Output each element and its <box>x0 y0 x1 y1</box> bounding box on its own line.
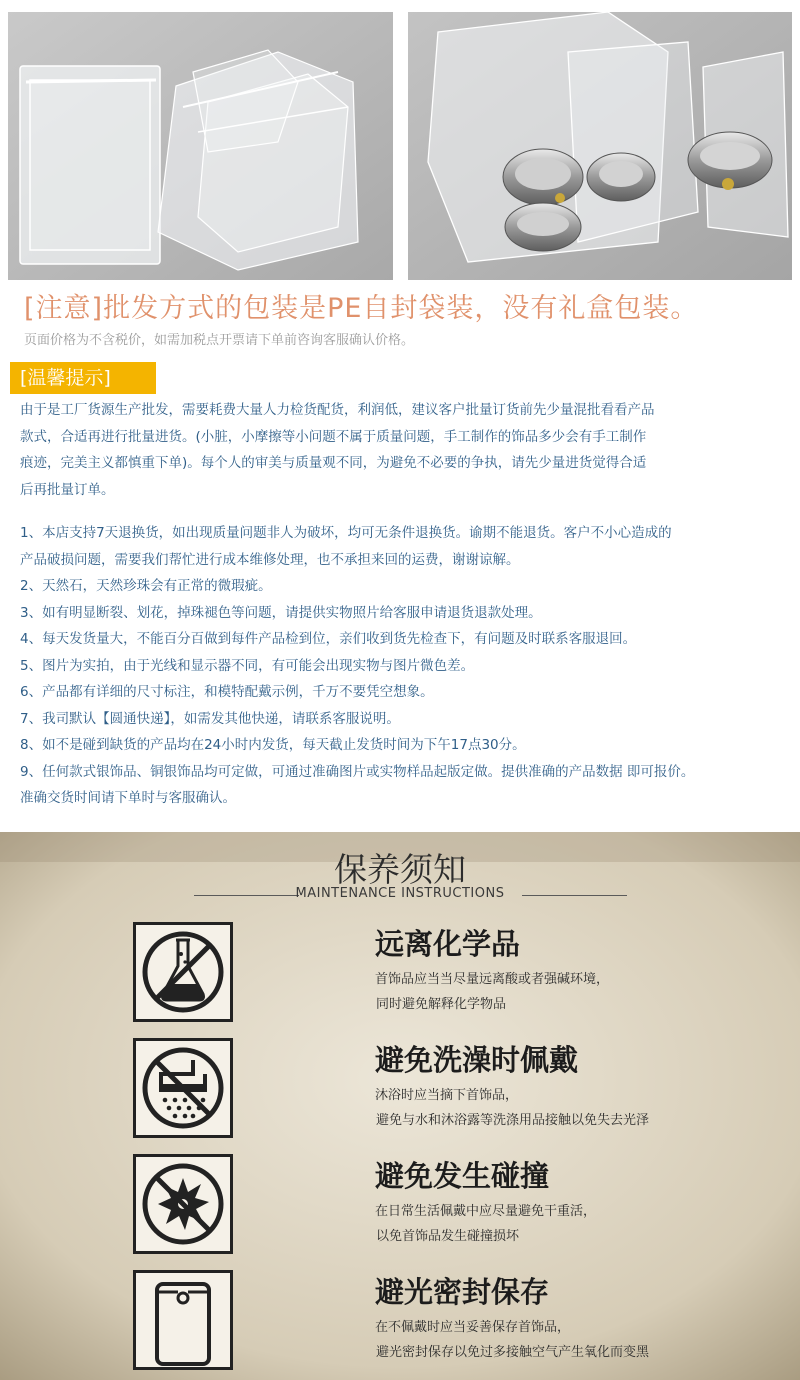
zip-bags-photo <box>8 12 393 280</box>
rule-line: 3、如有明显断裂、划花，掉珠褪色等问题，请提供实物照片给客服申请退货退款处理。 <box>20 604 542 621</box>
rule-line: 9、任何款式银饰品、铜银饰品均可定做，可通过准确图片或实物样品起版定做。提供准确的产品数据 即可报价。 <box>20 763 695 780</box>
no-impact-icon <box>133 1154 233 1254</box>
tips-line: 款式，合适再进行批量进货。(小脏，小摩擦等小问题不属于质量问题，手工制作的饰品多少会有手工制作 <box>20 428 647 445</box>
packaging-notice <box>24 286 794 348</box>
sealed-bag-icon <box>133 1270 233 1370</box>
maintenance-subtitle-row <box>0 886 800 906</box>
rule-line: 2、天然石，天然珍珠会有正常的微瑕疵。 <box>20 578 272 594</box>
no-chemicals-icon <box>133 922 233 1022</box>
maintenance-title: 保养须知 <box>334 850 466 889</box>
maintenance-item <box>0 922 800 1027</box>
maintenance-subtitle: MAINTENANCE INSTRUCTIONS <box>295 886 505 901</box>
item-desc-line: 同时避免解释化学物品 <box>376 997 507 1012</box>
item-desc-line: 在不佩戴时应当妥善保存首饰品， <box>375 1320 571 1335</box>
rule-line: 4、每天发货量大，不能百分百做到每件产品检到位，亲们收到货先检查下，有问题及时联系客服退回。 <box>20 631 637 647</box>
product-photos <box>0 0 800 290</box>
tips-line: 痕迹，完美主义都慎重下单)。每个人的审美与质量观不同，为避免不必要的争执，请先少量进货觉得合适 <box>20 455 647 471</box>
packaging-notice-main: [注意]批发方式的包装是PE自封袋装，没有礼盒包装。 <box>24 293 699 324</box>
maintenance-item <box>0 1270 800 1375</box>
tips-badge: [温馨提示] <box>10 362 156 394</box>
item-title: 避光密封保存 <box>375 1275 550 1309</box>
item-desc-line: 避免与水和沐浴露等洗涤用品接触以免失去光泽 <box>376 1113 650 1128</box>
item-desc-line: 沐浴时应当摘下首饰品， <box>375 1088 519 1103</box>
rule-line: 8、如不是碰到缺货的产品均在24小时内发货，每天截止发货时间为下午17点30分。 <box>20 737 526 753</box>
maintenance-item <box>0 1038 800 1143</box>
tips-line: 后再批量订单。 <box>20 481 115 498</box>
item-title: 远离化学品 <box>375 927 521 961</box>
rings-in-bags-photo <box>408 12 792 280</box>
item-desc-line: 以免首饰品发生碰撞损坏 <box>376 1229 520 1244</box>
rule-line: 5、图片为实拍，由于光线和显示器不同，有可能会出现实物与图片微色差。 <box>20 657 475 674</box>
item-desc-line: 避光密封保存以免过多接触空气产生氧化而变黑 <box>376 1345 650 1360</box>
no-shower-icon <box>133 1038 233 1138</box>
rule-line: 1、本店支持7天退换货，如出现质量问题非人为破坏，均可无条件退换货。谕期不能退货。客户不小心造成的 <box>20 525 672 541</box>
rule-line: 7、我司默认【圆通快递】，如需发其他快递，请联系客服说明。 <box>20 710 400 727</box>
item-title: 避免发生碰撞 <box>375 1159 550 1193</box>
maintenance-item <box>0 1154 800 1259</box>
store-rules-list <box>20 520 795 812</box>
maintenance-section <box>0 832 800 1380</box>
item-title: 避免洗澡时佩戴 <box>375 1043 579 1077</box>
divider <box>522 895 627 896</box>
item-desc-line: 在日常生活佩戴中应尽量避免干重活， <box>375 1204 597 1219</box>
item-desc-line: 首饰品应当当尽量远离酸或者强碱环境， <box>375 972 610 987</box>
rule-line: 6、产品都有详细的尺寸标注，和模特配戴示例，千万不要凭空想象。 <box>20 684 434 700</box>
price-tax-note: 页面价格为不含税价，如需加税点开票请下单前咨询客服确认价格。 <box>24 333 415 348</box>
rule-line: 准确交货时间请下单时与客服确认。 <box>20 790 236 806</box>
tips-paragraph <box>20 397 795 503</box>
rule-line: 产品破损问题，需要我们帮忙进行成本维修处理，也不承担来回的运费，谢谢谅解。 <box>20 551 520 568</box>
tips-line: 由于是工厂货源生产批发，需要耗费大量人力检货配货，利润低，建议客户批量订货前先少量混批看看产品 <box>20 402 655 418</box>
